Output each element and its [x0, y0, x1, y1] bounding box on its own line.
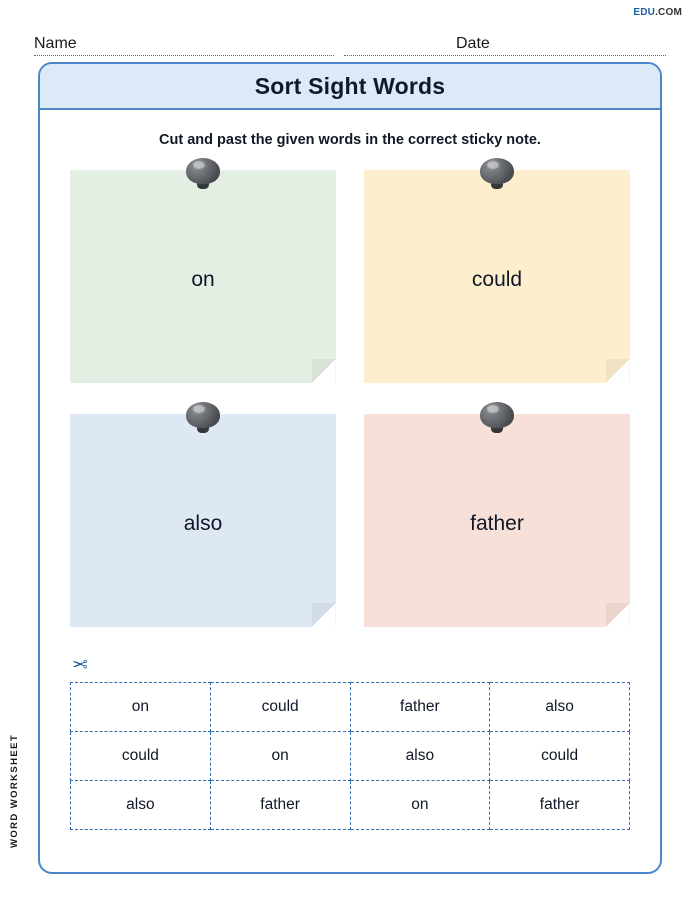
- sticky-note-word: father: [470, 511, 524, 535]
- sticky-note-on[interactable]: [70, 170, 336, 383]
- note-fold-corner: [606, 603, 630, 627]
- sticky-note-word: on: [191, 267, 215, 291]
- sticky-note-also[interactable]: [70, 414, 336, 627]
- pushpin-icon: [480, 396, 514, 434]
- note-fold-corner: [312, 359, 336, 383]
- sticky-note-could[interactable]: [364, 170, 630, 383]
- sticky-note-could-wrapper: [364, 170, 630, 390]
- sticky-note-word: also: [183, 511, 223, 535]
- brand-logo: [633, 7, 682, 18]
- word-bank-table: [70, 682, 630, 830]
- name-label: Name: [34, 35, 77, 52]
- word-cell[interactable]: also: [490, 683, 630, 732]
- date-field[interactable]: [344, 32, 666, 56]
- word-cell[interactable]: father: [350, 683, 490, 732]
- sticky-note-father[interactable]: [364, 414, 630, 627]
- pushpin-icon: [186, 396, 220, 434]
- word-cell[interactable]: could: [210, 683, 350, 732]
- note-fold-corner: [312, 603, 336, 627]
- sticky-notes-grid: [70, 170, 630, 634]
- page-title: Sort Sight Words: [254, 72, 446, 99]
- worksheet-card: [38, 62, 662, 874]
- sticky-note-father-wrapper: [364, 414, 630, 634]
- word-cell[interactable]: on: [210, 732, 350, 781]
- table-row: [71, 781, 630, 830]
- scissors-icon: ✂: [72, 655, 88, 676]
- word-cell[interactable]: could: [490, 732, 630, 781]
- brand-edu-text: EDU: [633, 7, 656, 18]
- cut-line-row: [72, 655, 628, 678]
- sticky-note-also-wrapper: [70, 414, 336, 634]
- note-fold-corner: [606, 359, 630, 383]
- sticky-note-on-wrapper: [70, 170, 336, 390]
- word-cell[interactable]: also: [350, 732, 490, 781]
- word-cell[interactable]: father: [210, 781, 350, 830]
- side-vertical-label: WORD WORKSHEET: [9, 733, 20, 848]
- name-date-row: [34, 30, 666, 56]
- pushpin-icon: [480, 152, 514, 190]
- word-cell[interactable]: on: [350, 781, 490, 830]
- worksheet-title-bar: [40, 64, 660, 110]
- table-row: [71, 683, 630, 732]
- name-field[interactable]: [34, 32, 334, 56]
- word-cell[interactable]: could: [71, 732, 211, 781]
- word-cell[interactable]: on: [71, 683, 211, 732]
- date-label: Date: [456, 35, 490, 52]
- sticky-note-word: could: [471, 267, 523, 291]
- brand-suffix-text: .COM: [655, 7, 682, 18]
- word-cell[interactable]: father: [490, 781, 630, 830]
- instructions-text: Cut and past the given words in the correct sticky note.: [159, 132, 541, 148]
- table-row: [71, 732, 630, 781]
- pushpin-icon: [186, 152, 220, 190]
- word-cell[interactable]: also: [71, 781, 211, 830]
